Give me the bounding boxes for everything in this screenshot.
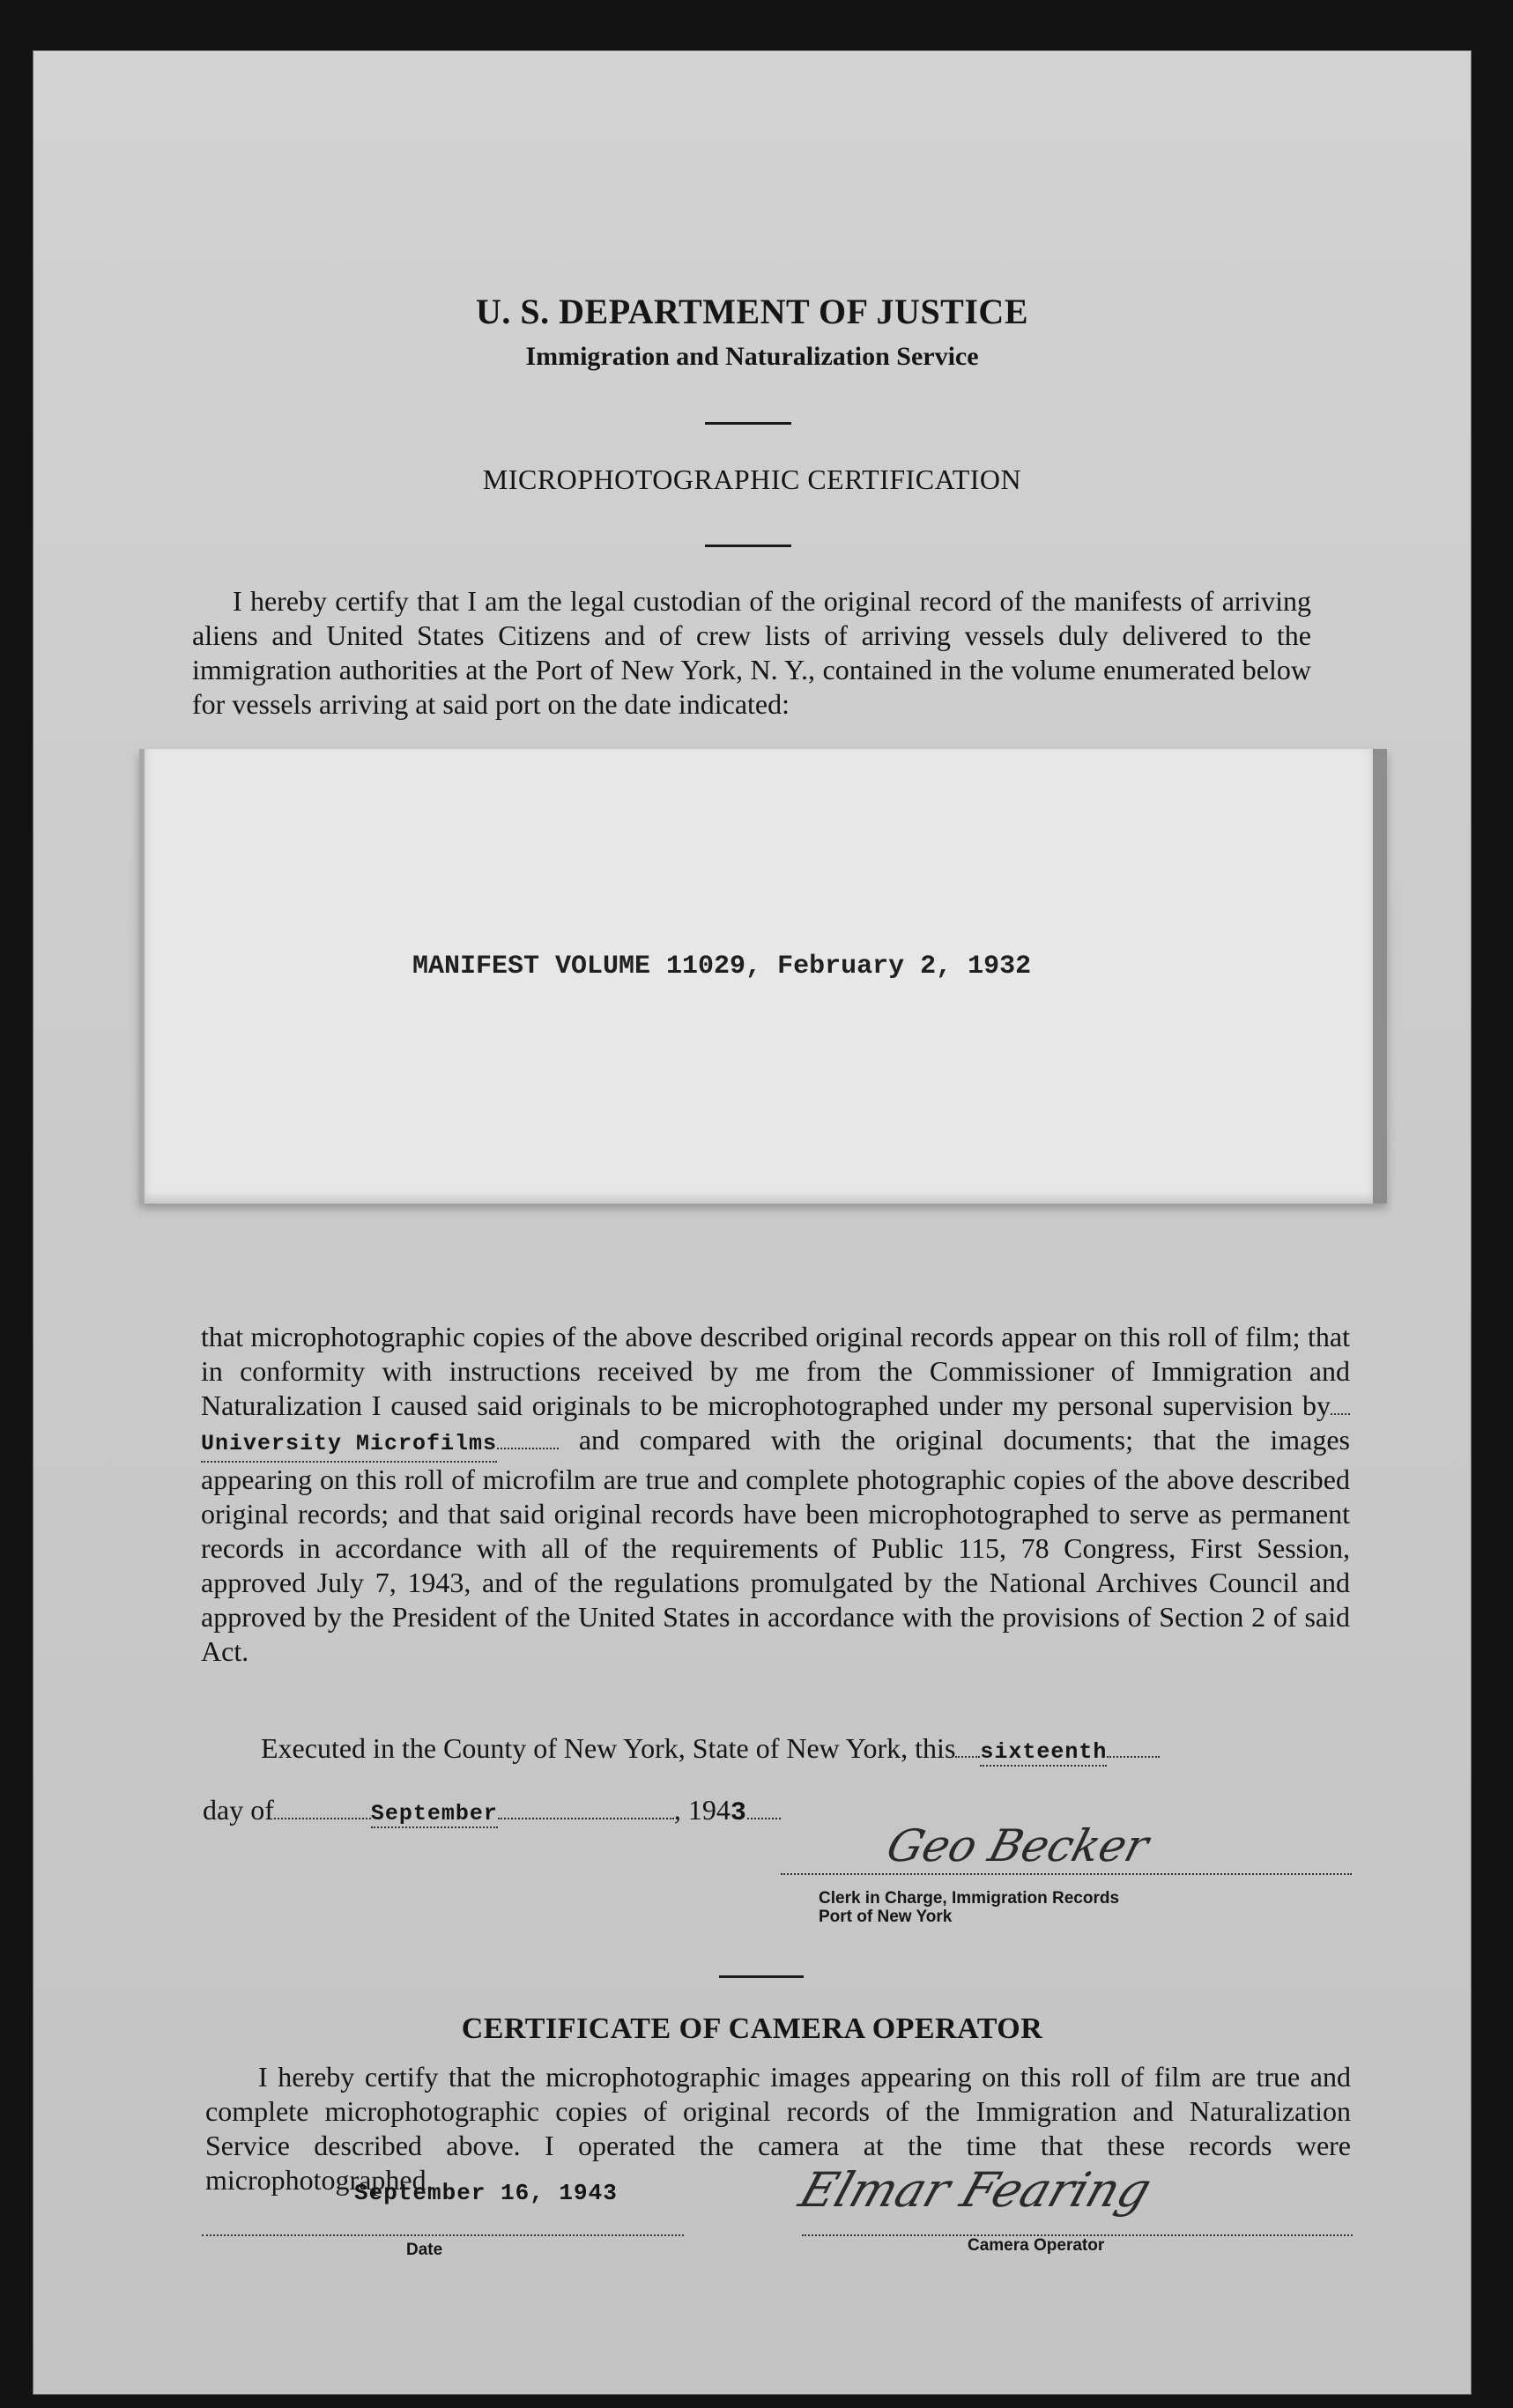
day-of-label: day of <box>203 1794 274 1826</box>
manifest-label: MANIFEST VOLUME 11029, February 2, 1932 <box>412 952 1032 982</box>
certificate-page <box>33 51 1471 2394</box>
photographer-name: University Microfilms <box>201 1426 497 1463</box>
clerk-title <box>819 1889 1119 1926</box>
execution-text: Executed in the County of New York, State of New York, this <box>261 1732 956 1764</box>
dotted-leader <box>747 1818 781 1819</box>
dotted-leader <box>1331 1413 1350 1415</box>
dotted-leader <box>955 1756 980 1758</box>
certification-body <box>201 1320 1350 1669</box>
dotted-leader <box>274 1818 371 1819</box>
department-heading: U. S. DEPARTMENT OF JUSTICE <box>476 292 1028 331</box>
divider-rule <box>719 1975 804 1978</box>
body-part1: that microphotographic copies of the above described original records appear on this roll of film; that in conformity with instructions received by me from the Commissioner of Immigration and Naturalization I caused said originals to be microphotographed under my personal supervision by <box>201 1321 1350 1421</box>
date-signature-line <box>202 2210 684 2236</box>
year-digit: 3 <box>730 1798 747 1828</box>
intro-text: I hereby certify that I am the legal custodian of the original record of the manifests of arriving aliens and United States Citizens and of crew lists of arriving vessels duly delivered to the immigration authorities at the Port of New York, N. Y., contained in the volume enumerated below for vessels arriving at said port on the date indicated: <box>192 585 1311 720</box>
clerk-title-line1: Clerk in Charge, Immigration Records <box>819 1889 1120 1908</box>
service-subheading: Immigration and Naturalization Service <box>525 342 979 371</box>
camera-certificate-body: I hereby certify that the microphotographic images appearing on this roll of film are true and complete microphotographic copies of original records of the Immigration and Naturalization Service described above. I operated the camera at the time that these records were microphotographed. <box>205 2061 1351 2196</box>
execution-day: sixteenth <box>980 1739 1108 1765</box>
intro-paragraph <box>192 584 1311 722</box>
date-line <box>203 1794 781 1828</box>
operator-label: Camera Operator <box>968 2236 1105 2255</box>
camera-certificate-title: CERTIFICATE OF CAMERA OPERATOR <box>461 2012 1043 2045</box>
dotted-leader <box>1107 1756 1160 1758</box>
clerk-signature: Geo Becker <box>881 1820 1154 1871</box>
operator-signature: Elmar Fearing <box>792 2162 1159 2218</box>
execution-month: September <box>370 1801 498 1826</box>
divider-rule <box>705 545 791 547</box>
body-part2: and compared with the original documents; that the images appearing on this roll of microfilm are true and complete photographic copies of the above described original records; and that said original records have been microphotographed to serve as permanent records in accordance with all of the requirements of Public 115, 78 Congress, First Session, approved July 7, 1943, and of the regulations promulgated by the National Archives Council and approved by the President of the United States in accordance with the provisions of Section 2 of said Act. <box>201 1424 1351 1667</box>
clerk-signature-line <box>781 1873 1352 1875</box>
dotted-leader <box>497 1448 559 1449</box>
dotted-leader <box>498 1818 674 1819</box>
camera-date-value: September 16, 1943 <box>354 2180 618 2206</box>
date-label: Date <box>406 2241 443 2259</box>
document-title: MICROPHOTOGRAPHIC CERTIFICATION <box>482 463 1022 495</box>
year-prefix: , 194 <box>673 1794 731 1826</box>
clerk-title-line2: Port of New York <box>819 1908 953 1926</box>
camera-certificate-text <box>205 2060 1351 2197</box>
divider-rule <box>705 422 791 425</box>
execution-line <box>261 1732 1160 1767</box>
